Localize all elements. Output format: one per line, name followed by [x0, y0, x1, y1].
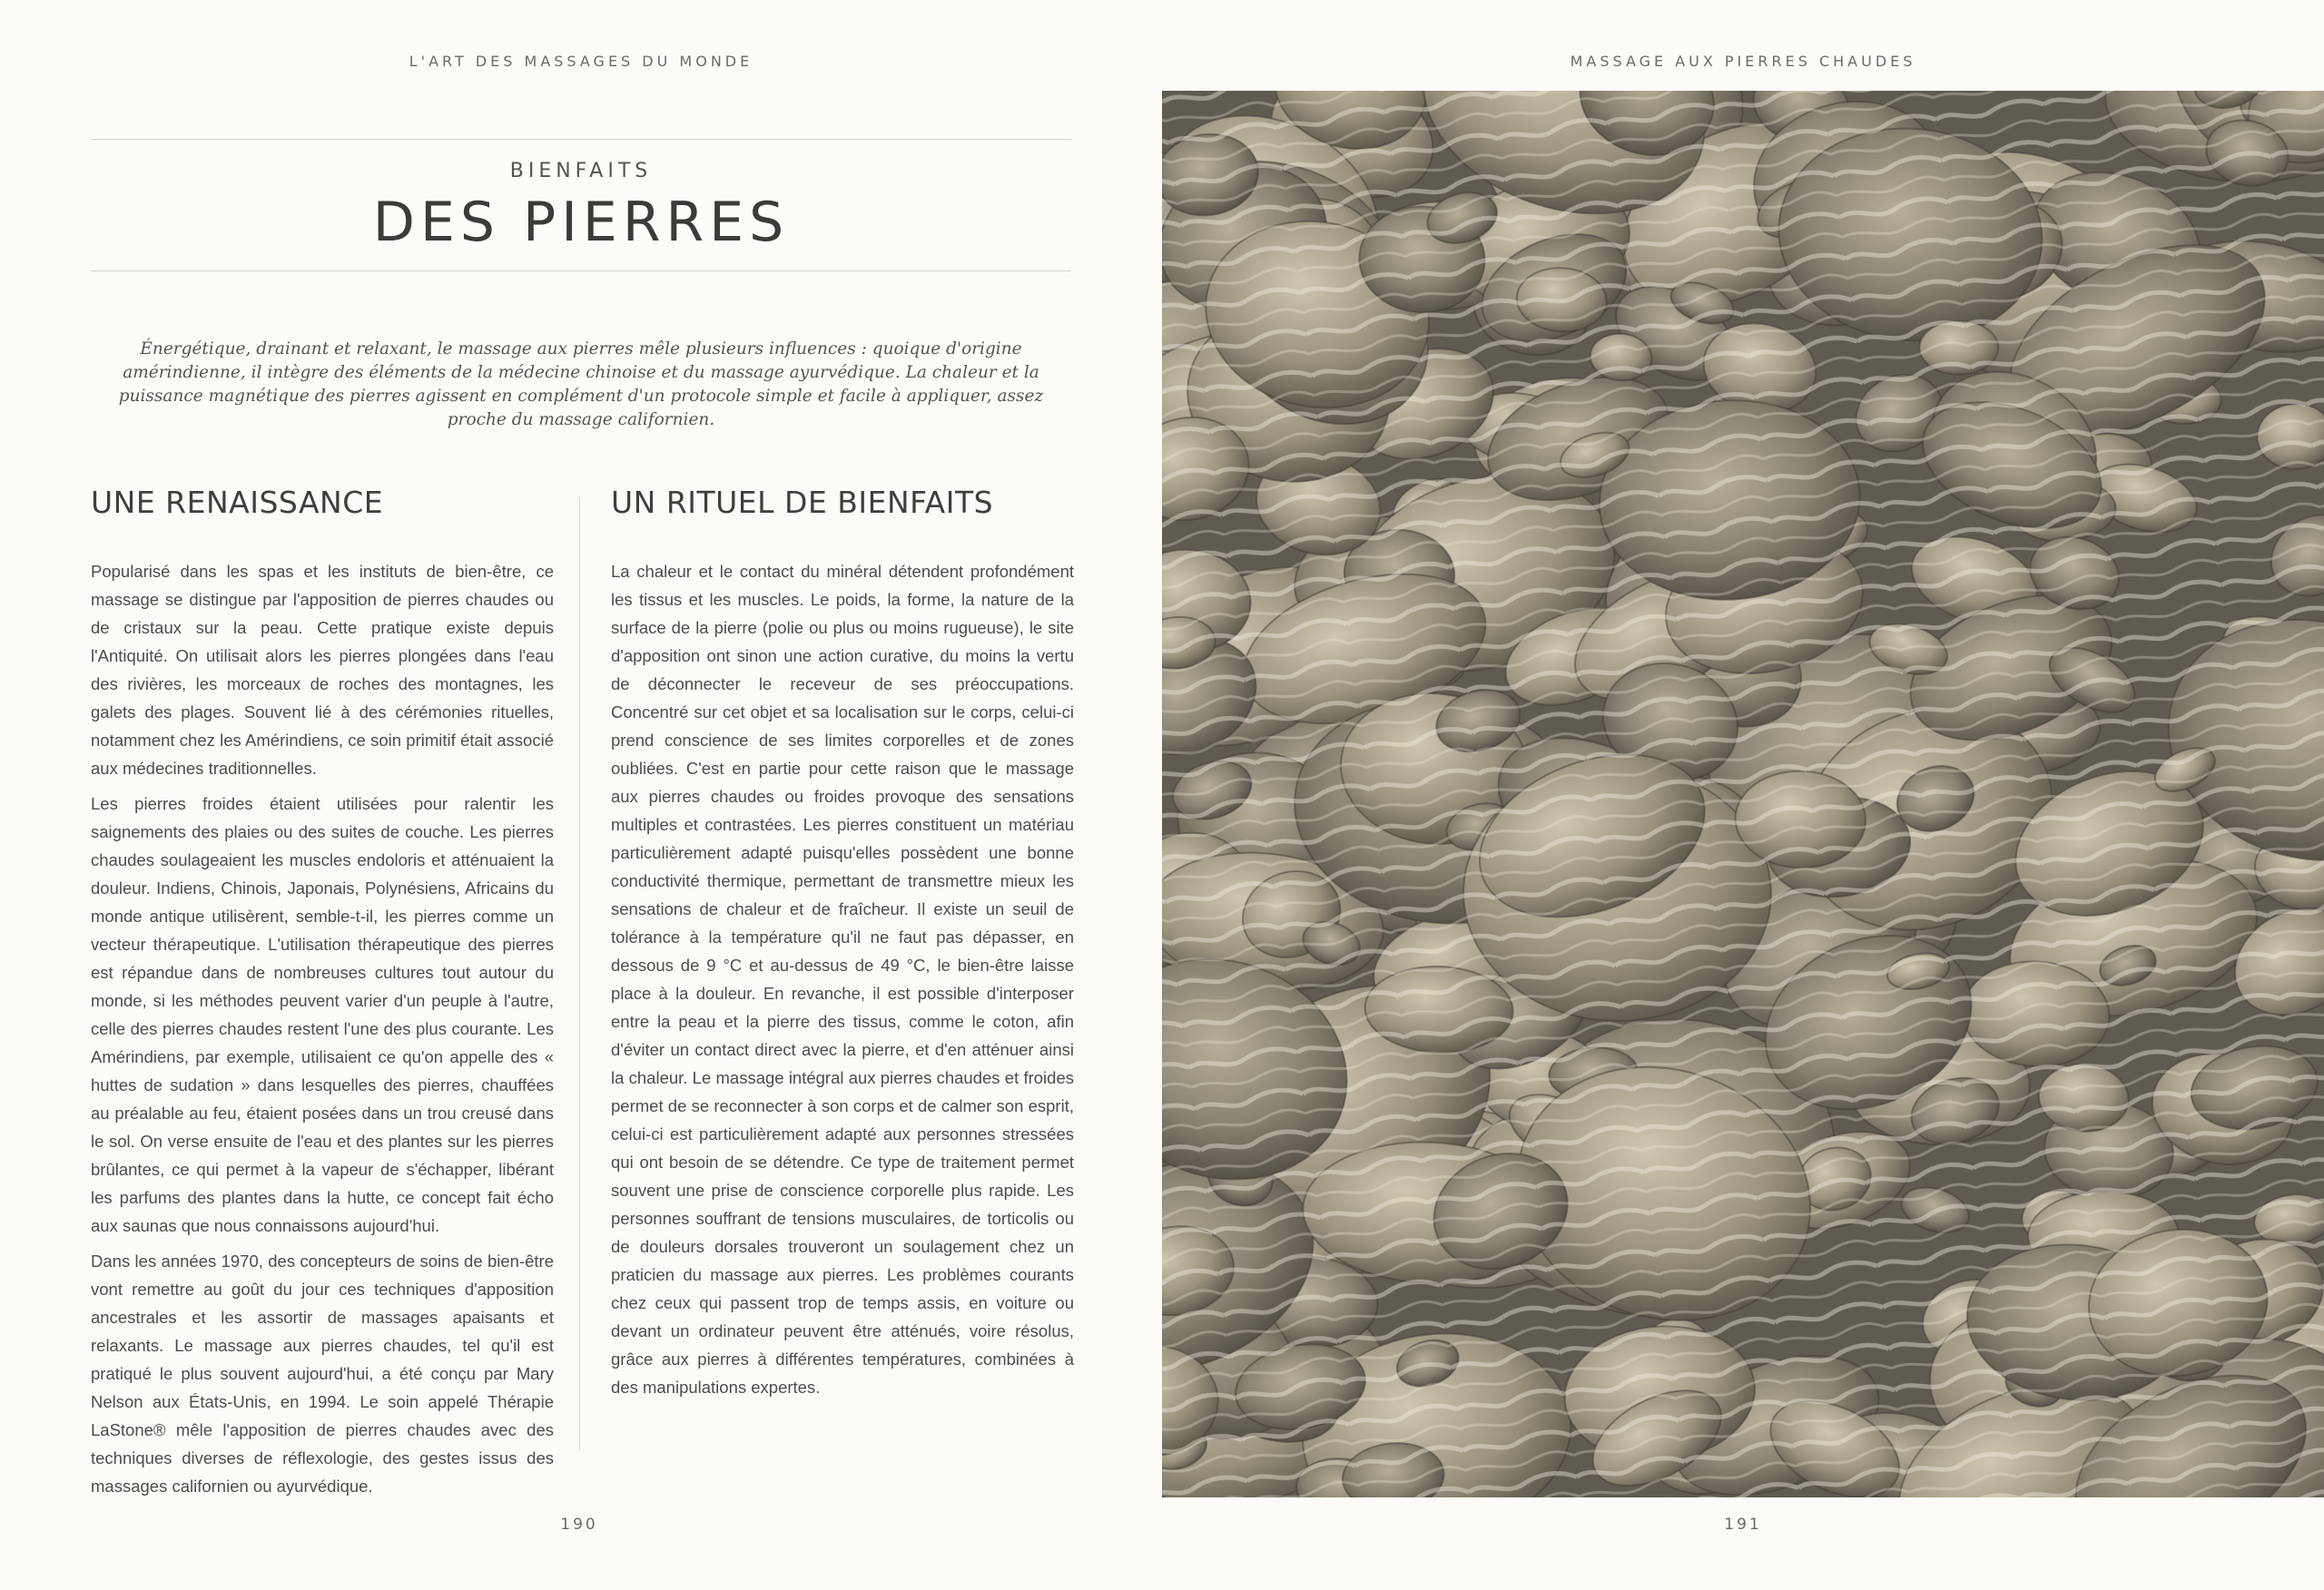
running-head-right: MASSAGE AUX PIERRES CHAUDES: [1570, 53, 1916, 70]
body-paragraph: Les pierres froides étaient utilisées pour ralentir les saignements des plaies ou des suites de couche. Les pierres chaudes soulageaient les muscles endoloris et atténuaient la douleur. Indiens, Chinois, Japonais, Polynésiens, Africains du monde antique utilisèrent, semble-t-il, les pierres comme un vecteur thérapeutique. L'utilisation thérapeutique des pierres est répandue dans de nombreuses cultures tout autour du monde, si les méthodes peuvent varier d'un peuple à l'autre, celle des pierres chaudes restent l'une des plus courante. Les Amérindiens, par exemple, utilisaient ce qu'on appelle des « huttes de sudation » dans lesquelles des pierres, chauffées au préalable au feu, étaient posées dans un trou creusé dans le sol. On verse ensuite de l'eau et des plantes sur les pierres brûlantes, ce qui permet à la vapeur de s'échapper, libérant les parfums des plantes dans la hutte, ce concept fait écho aux saunas que nous connaissons aujourd'hui.: [91, 794, 554, 1235]
column-renaissance: [91, 481, 554, 1507]
header-rule-bottom: [91, 270, 1071, 271]
body-paragraph: La chaleur et le contact du minéral détendent profondément les tissus et les muscles. Le poids, la forme, la nature de la surface de la pierre (polie ou plus ou moins rugueuse), le site d'apposition ont sinon une action curative, du moins la vertu de déconnecter le receveur de ses préoccupations. Concentré sur cet objet et sa localisation sur le corps, celui-ci prend conscience de ses limites corporelles et de zones oubliées. C'est en partie pour cette raison que le massage aux pierres chaudes ou froides provoque des sensations multiples et contrastées. Les pierres constituent un matériau particulièrement adapté puisqu'elles possèdent une bonne conductivité thermique, permettant de transmettre mieux les sensations de chaleur et de fraîcheur. Il existe un seuil de tolérance à la température qu'il ne faut pas dépasser, en dessous de 9 °C et au-dessus de 49 °C, le bien-être laisse place à la douleur. En revanche, il est possible d'interposer entre la peau et la pierre des tissus, comme le coton, afin d'éviter un contact direct avec la pierre, et d'en atténuer ainsi la chaleur. Le massage intégral aux pierres chaudes et froides permet de se reconnecter à son corps et de calmer son esprit, celui-ci est particulièrement adapté aux personnes stressées qui ont besoin de se détendre. Ce type de traitement permet souvent une prise de conscience corporelle plus rapide. Les personnes souffrant de tensions musculaires, de torticolis ou de douleurs dorsales trouveront un soulagement chez un praticien du massage aux pierres. Les problèmes courants chez ceux qui passent trop de temps assis, en voiture ou devant un ordinateur peuvent être atténués, voire résolus, grâce aux pierres à différentes températures, combinées à des manipulations expertes.: [611, 562, 1074, 1397]
section-heading-renaissance: UNE RENAISSANCE: [91, 485, 384, 520]
body-paragraph: Popularisé dans les spas et les instituts de bien-être, ce massage se distingue par l'apposition de pierres chaudes ou de cristaux sur la peau. Cette pratique existe depuis l'Antiquité. On utilisait alors les pierres plongées dans l'eau des rivières, les morceaux de roches des montagnes, les galets des plages. Souvent lié à des cérémonies rituelles, notamment chez les Amérindiens, ce soin primitif était associé aux médecines traditionnelles.: [91, 562, 554, 778]
section-kicker: BIENFAITS: [509, 160, 653, 182]
section-heading-rituel: UN RITUEL DE BIENFAITS: [611, 485, 994, 520]
body-paragraph: Dans les années 1970, des concepteurs de soins de bien-être vont remettre au goût du jour ces techniques d'apposition ancestrales et les assortir de massages apaisants et relaxants. Le massage aux pierres chaudes, tel qu'il est pratiqué le plus souvent aujourd'hui, a été conçu par Mary Nelson aux États-Unis, en 1994. Le soin appelé Thérapie LaStone® mêle l'apposition de pierres chaudes avec des techniques diverses de réflexologie, des gestes issus des massages californien ou ayurvédique.: [91, 1251, 554, 1496]
page-title: DES PIERRES: [372, 191, 790, 254]
page-number-right: 191: [1724, 1516, 1762, 1534]
intro-paragraph: Énergétique, drainant et relaxant, le massage aux pierres mêle plusieurs influences : quoique d'origine amérindienne, il intègre des éléments de la médecine chinoise et du massage ayurvédique. La chaleur et la puissance magnétique des pierres agissent en complément d'un protocole simple et facile à appliquer, assez proche du massage californien.: [118, 339, 1044, 429]
header-rule-top: [91, 139, 1071, 140]
column-rituel: [611, 481, 1074, 1408]
page-number-left: 190: [560, 1516, 598, 1534]
column-divider: [579, 497, 580, 1450]
running-head-left: L'ART DES MASSAGES DU MONDE: [409, 53, 753, 70]
stones-underwater-photo: [1162, 91, 2324, 1497]
